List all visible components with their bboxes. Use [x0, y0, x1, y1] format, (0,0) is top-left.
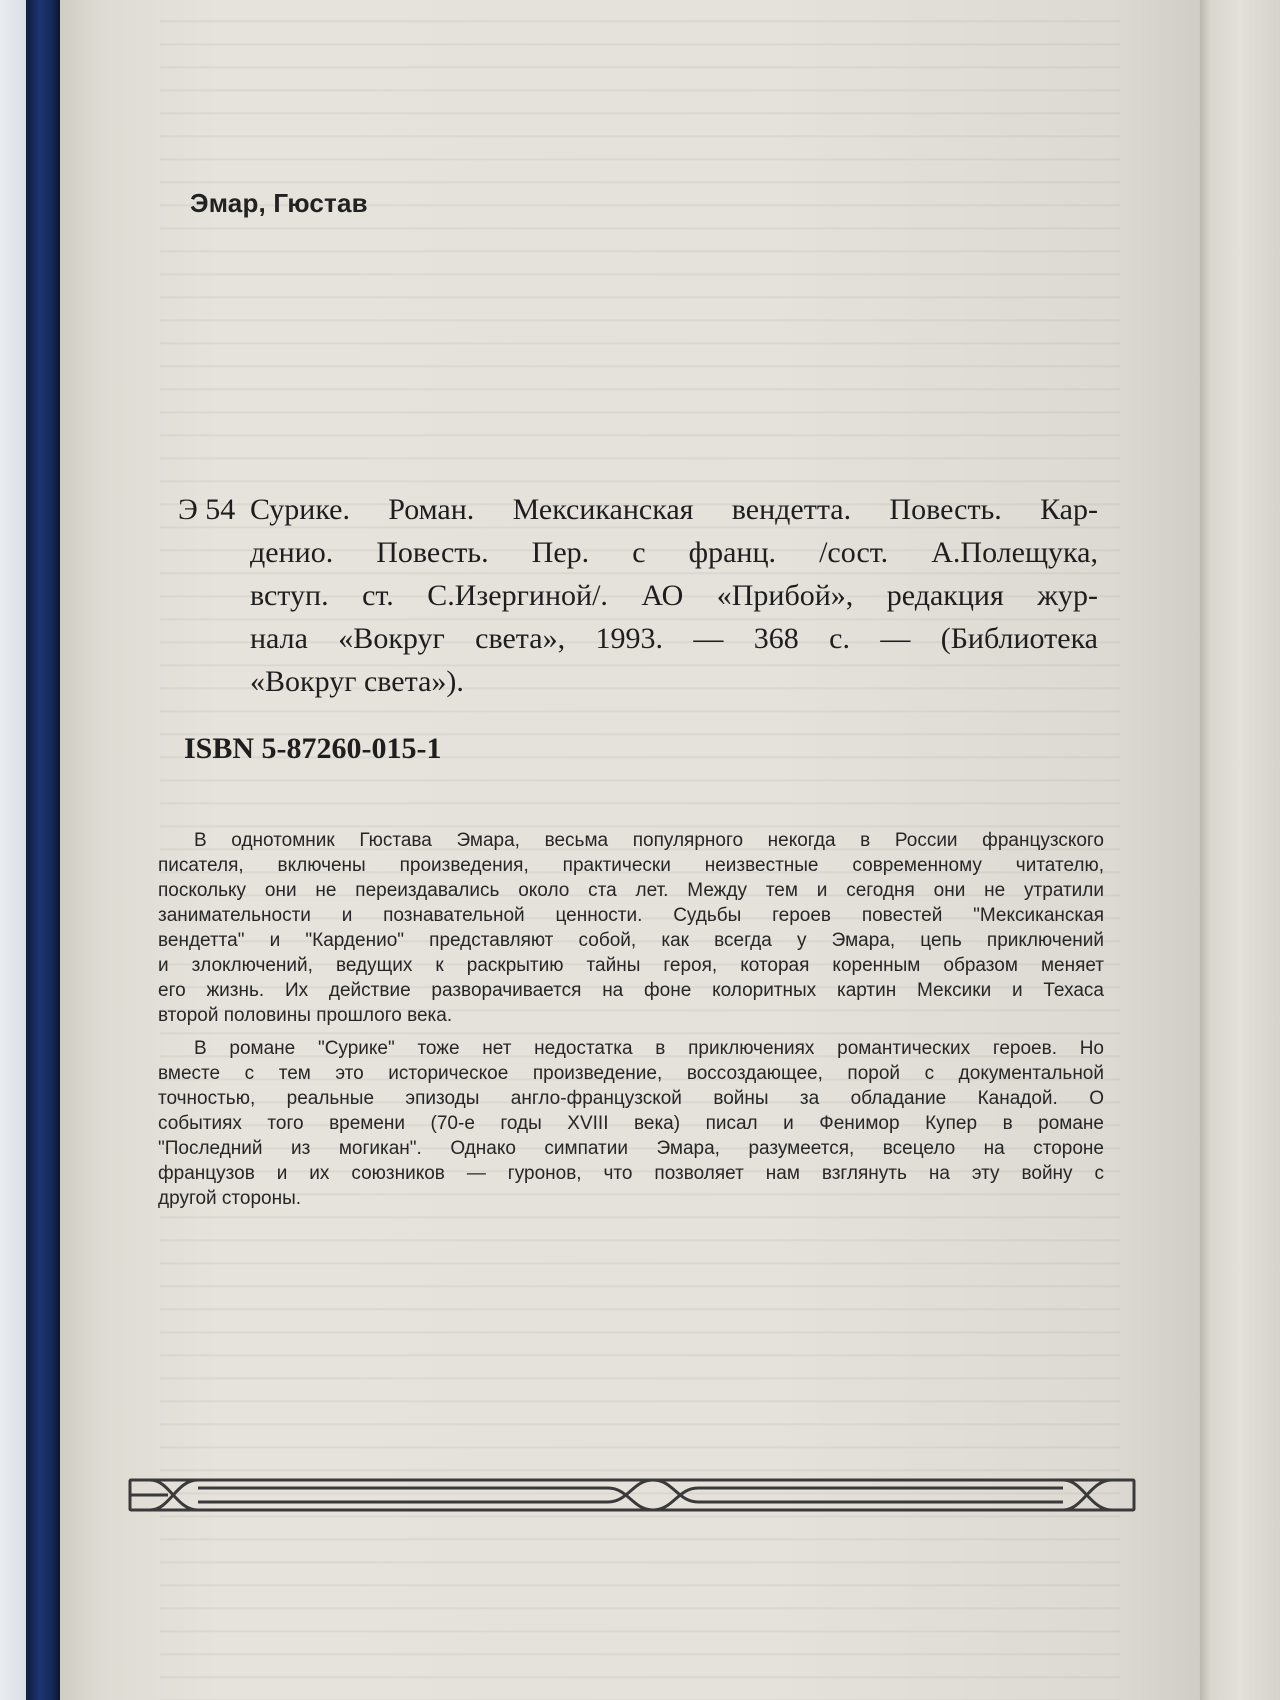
- library-index: Э 54: [178, 493, 236, 526]
- annotation-line: французов и их союзников — гуронов, что позволяет нам взглянуть на эту войну с: [158, 1163, 1104, 1184]
- annotation-line: событиях того времени (70-е годы XVIII века) писал и Фенимор Купер в романе: [158, 1113, 1104, 1134]
- annotation-line: занимательности и познавательной ценности. Судьбы героев повестей "Мексиканская: [158, 905, 1104, 926]
- annotation-line: точностью, реальные эпизоды англо-французской войны за обладание Канадой. О: [158, 1088, 1104, 1109]
- annotation-line: поскольку они не переиздавались около ста лет. Между тем и сегодня они не утратили: [158, 880, 1104, 901]
- annotation-line: и злоключений, ведущих к раскрытию тайны героя, которая коренным образом меняет: [158, 955, 1104, 976]
- annotation-line: В романе "Сурике" тоже нет недостатка в приключениях романтических героев. Но: [194, 1038, 1104, 1059]
- isbn-number: ISBN 5-87260-015-1: [184, 732, 442, 765]
- author-name: Эмар, Гюстав: [190, 188, 368, 218]
- annotation-line: "Последний из могикан". Однако симпатии Эмара, разумеется, всецело на стороне: [158, 1138, 1104, 1159]
- annotation-line: его жизнь. Их действие разворачивается на фоне колоритных картин Мексики и Техаса: [158, 980, 1104, 1001]
- decorative-rule-ornament: [128, 1476, 1138, 1516]
- annotation-line: В однотомник Гюстава Эмара, весьма популярного некогда в России французского: [194, 830, 1104, 851]
- annotation-line: второй половины прошлого века.: [158, 1005, 453, 1026]
- annotation-paragraph-1: [158, 828, 1104, 1028]
- biblio-line: Сурике. Роман. Мексиканская вендетта. Повесть. Кар-: [250, 493, 1098, 526]
- annotation-line: писателя, включены произведения, практически неизвестные современному читателю,: [158, 855, 1104, 876]
- biblio-line: «Вокруг света»).: [250, 665, 464, 698]
- annotation-line: вместе с тем это историческое произведение, воссоздающее, порой с документальной: [158, 1063, 1104, 1084]
- biblio-line: нала «Вокруг света», 1993. — 368 с. — (Библиотека: [250, 622, 1098, 655]
- annotation-paragraph-2: [158, 1036, 1104, 1211]
- bibliographic-record: [178, 488, 1098, 703]
- annotation-line: другой стороны.: [158, 1188, 302, 1209]
- biblio-line: вступ. ст. С.Изергиной/. АО «Прибой», редакция жур-: [250, 579, 1098, 612]
- biblio-line: денио. Повесть. Пер. с франц. /сост. А.Полещука,: [250, 536, 1098, 569]
- annotation-line: вендетта" и "Карденио" представляют собой, как всегда у Эмара, цепь приключений: [158, 930, 1104, 951]
- book-cover-edge: [26, 0, 60, 1700]
- annotation: [158, 828, 1104, 1211]
- facing-page-edge: [1200, 0, 1280, 1700]
